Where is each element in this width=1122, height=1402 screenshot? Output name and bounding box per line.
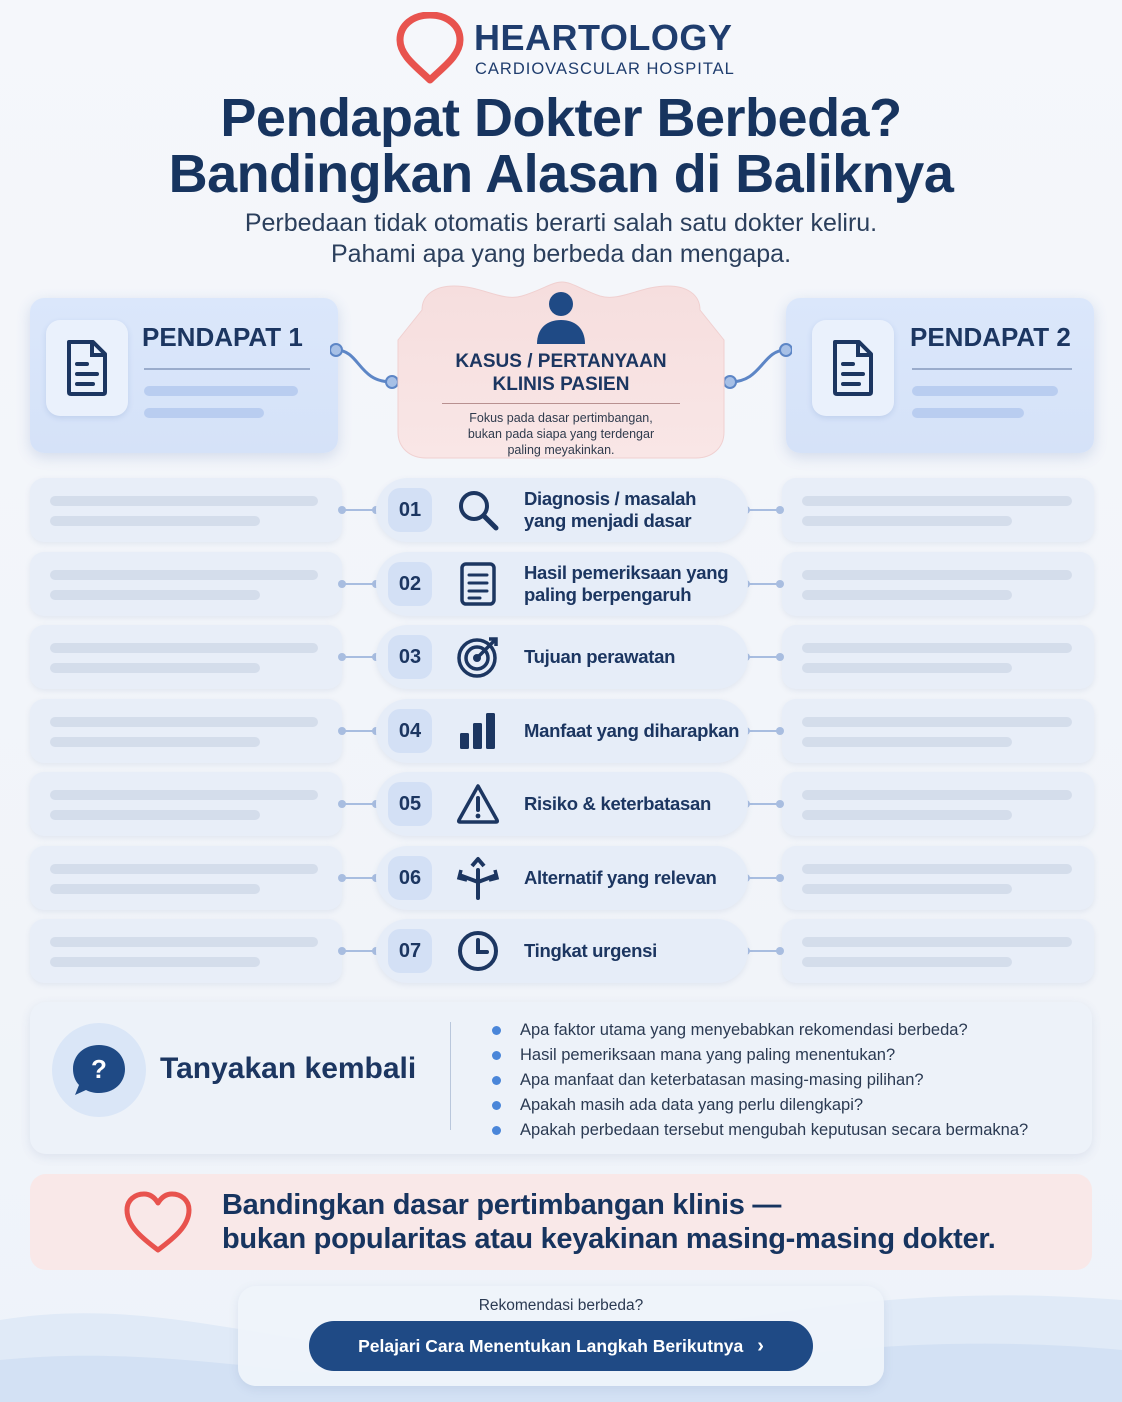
- case-note-line-2: bukan pada siapa yang terdengar: [467, 427, 655, 441]
- case-note: [392, 410, 730, 458]
- document-icon: [46, 320, 128, 416]
- page-subtitle: [0, 208, 1122, 270]
- row-connector: [342, 803, 376, 805]
- opinion-2-row-03: [782, 625, 1094, 689]
- connector-dot: [776, 506, 784, 514]
- placeholder-line: [50, 737, 260, 747]
- criterion-row: [376, 625, 748, 689]
- criterion-label-line-2: paling berpengaruh: [524, 584, 692, 605]
- patient-icon: [535, 290, 587, 346]
- opinion-2-row-06: [782, 846, 1094, 910]
- heart-outline-icon: [122, 1190, 194, 1256]
- row-connector: [746, 803, 780, 805]
- placeholder-line: [50, 643, 318, 653]
- row-connector: [342, 656, 376, 658]
- case-divider: [442, 403, 680, 404]
- case-title-line-2: KLINIS PASIEN: [492, 374, 630, 395]
- placeholder-line: [50, 717, 318, 727]
- criterion-label: [524, 867, 717, 889]
- criterion-label: [524, 793, 711, 815]
- connector-dot: [338, 727, 346, 735]
- placeholder-line: [50, 663, 260, 673]
- location-heart-icon: [396, 12, 464, 84]
- row-connector: [746, 509, 780, 511]
- criterion-label: [524, 488, 696, 532]
- placeholder-line: [50, 810, 260, 820]
- svg-text:?: ?: [91, 1054, 107, 1084]
- list-item: Apakah masih ada data yang perlu dilengkapi?: [492, 1093, 1028, 1118]
- criterion-row: [376, 552, 748, 616]
- criterion-row: [376, 699, 748, 763]
- cta-prompt: Rekomendasi berbeda?: [478, 1297, 644, 1314]
- criterion-row: [376, 919, 748, 983]
- list-item: Apakah perbedaan tersebut mengubah keputusan secara bermakna?: [492, 1118, 1028, 1143]
- opinion-2-row-07: [782, 919, 1094, 983]
- placeholder-line: [802, 790, 1072, 800]
- placeholder-line: [912, 386, 1058, 396]
- split-arrows-icon: [456, 856, 500, 900]
- criterion-label-line-1: Alternatif yang relevan: [524, 867, 717, 888]
- opinion-1-title: PENDAPAT 1: [142, 322, 303, 352]
- criterion-number: 02: [388, 562, 432, 606]
- case-note-line-1: Fokus pada dasar pertimbangan,: [469, 411, 653, 425]
- list-item: Apa manfaat dan keterbatasan masing-masing pilihan?: [492, 1068, 1028, 1093]
- chevron-right-icon: ›: [757, 1335, 764, 1357]
- row-connector: [746, 730, 780, 732]
- key-message-line-1: Bandingkan dasar pertimbangan klinis —: [222, 1189, 782, 1221]
- connector-dot: [338, 506, 346, 514]
- opinion-2-divider: [912, 368, 1072, 370]
- key-message-line-2: bukan popularitas atau keyakinan masing-masing dokter.: [222, 1223, 996, 1255]
- warning-icon: [456, 782, 500, 826]
- placeholder-line: [802, 957, 1012, 967]
- placeholder-line: [802, 810, 1012, 820]
- opinion-1-row-01: [30, 478, 342, 542]
- row-connector: [746, 877, 780, 879]
- criterion-number: 06: [388, 856, 432, 900]
- placeholder-line: [802, 663, 1012, 673]
- case-title: [392, 350, 730, 396]
- question-bubble-icon: [52, 1023, 146, 1117]
- list-item: Hasil pemeriksaan mana yang paling menentukan?: [492, 1043, 1028, 1068]
- opinion-1-connector: [330, 340, 400, 390]
- placeholder-line: [802, 884, 1012, 894]
- opinion-2-connector: [722, 340, 792, 390]
- title-line-2: Bandingkan Alasan di Baliknya: [168, 144, 954, 204]
- opinion-2-card: [786, 298, 1094, 453]
- opinion-2-row-01: [782, 478, 1094, 542]
- row-connector: [342, 730, 376, 732]
- subtitle-line-1: Perbedaan tidak otomatis berarti salah satu dokter keliru.: [244, 209, 878, 237]
- criterion-label-line-1: Risiko & keterbatasan: [524, 793, 712, 814]
- opinion-2-title: PENDAPAT 2: [910, 322, 1071, 352]
- criterion-number: 01: [388, 488, 432, 532]
- row-connector: [746, 950, 780, 952]
- connector-dot: [338, 653, 346, 661]
- case-title-line-1: KASUS / PERTANYAAN: [455, 351, 667, 372]
- placeholder-line: [802, 717, 1072, 727]
- connector-dot: [338, 580, 346, 588]
- criterion-label: [524, 940, 657, 962]
- criterion-number: 07: [388, 929, 432, 973]
- connector-dot: [776, 947, 784, 955]
- placeholder-line: [144, 386, 298, 396]
- opinion-1-row-05: [30, 772, 342, 836]
- placeholder-line: [50, 957, 260, 967]
- placeholder-line: [50, 516, 260, 526]
- row-connector: [746, 656, 780, 658]
- connector-dot: [338, 947, 346, 955]
- cta-button-label: Pelajari Cara Menentukan Langkah Berikutnya: [358, 1336, 744, 1356]
- brand-subtitle: CARDIOVASCULAR HOSPITAL: [475, 60, 735, 78]
- placeholder-line: [50, 496, 318, 506]
- ask-title: Tanyakan kembali: [160, 1052, 417, 1085]
- opinion-1-row-03: [30, 625, 342, 689]
- row-connector: [342, 583, 376, 585]
- page-title: [0, 90, 1122, 202]
- placeholder-line: [802, 937, 1072, 947]
- criterion-number: 05: [388, 782, 432, 826]
- criterion-label: [524, 562, 728, 606]
- row-connector: [342, 509, 376, 511]
- placeholder-line: [802, 570, 1072, 580]
- brand-name: HEARTOLOGY: [474, 17, 733, 58]
- criterion-label-line-1: Diagnosis / masalah: [524, 488, 697, 509]
- opinion-1-divider: [144, 368, 310, 370]
- opinion-1-row-07: [30, 919, 342, 983]
- connector-dot: [338, 874, 346, 882]
- subtitle-line-2: Pahami apa yang berbeda dan mengapa.: [330, 240, 792, 268]
- criterion-label-line-1: Manfaat yang diharapkan: [524, 720, 740, 741]
- opinion-1-row-02: [30, 552, 342, 616]
- opinion-1-row-06: [30, 846, 342, 910]
- learn-next-steps-button[interactable]: [309, 1321, 813, 1371]
- row-connector: [342, 877, 376, 879]
- row-connector: [342, 950, 376, 952]
- criterion-label-line-2: yang menjadi dasar: [524, 510, 692, 531]
- placeholder-line: [802, 864, 1072, 874]
- placeholder-line: [50, 864, 318, 874]
- placeholder-line: [802, 643, 1072, 653]
- placeholder-line: [50, 590, 260, 600]
- search-icon: [456, 488, 500, 532]
- criterion-number: 04: [388, 709, 432, 753]
- placeholder-line: [144, 408, 264, 418]
- placeholder-line: [802, 737, 1012, 747]
- criterion-label: [524, 720, 739, 742]
- placeholder-line: [912, 408, 1024, 418]
- connector-dot: [776, 874, 784, 882]
- criterion-row: [376, 478, 748, 542]
- placeholder-line: [50, 937, 318, 947]
- criterion-label-line-1: Tingkat urgensi: [524, 940, 657, 961]
- clock-icon: [456, 929, 500, 973]
- opinion-1-row-04: [30, 699, 342, 763]
- connector-dot: [776, 653, 784, 661]
- opinion-2-row-02: [782, 552, 1094, 616]
- title-line-1: Pendapat Dokter Berbeda?: [220, 88, 902, 148]
- placeholder-line: [50, 790, 318, 800]
- connector-dot: [338, 800, 346, 808]
- report-icon: [456, 562, 500, 606]
- placeholder-line: [802, 590, 1012, 600]
- criterion-row: [376, 772, 748, 836]
- opinion-2-row-05: [782, 772, 1094, 836]
- row-connector: [746, 583, 780, 585]
- criterion-label: [524, 646, 675, 668]
- key-message: [222, 1188, 995, 1256]
- ask-divider: [450, 1022, 451, 1130]
- criterion-label-line-1: Tujuan perawatan: [524, 646, 676, 667]
- connector-dot: [776, 580, 784, 588]
- criterion-row: [376, 846, 748, 910]
- target-icon: [456, 635, 500, 679]
- placeholder-line: [50, 570, 318, 580]
- placeholder-line: [802, 516, 1012, 526]
- list-item: Apa faktor utama yang menyebabkan rekomendasi berbeda?: [492, 1018, 1028, 1043]
- connector-dot: [776, 727, 784, 735]
- case-note-line-3: paling meyakinkan.: [507, 443, 615, 457]
- connector-dot: [776, 800, 784, 808]
- placeholder-line: [50, 884, 260, 894]
- document-icon: [812, 320, 894, 416]
- opinion-2-row-04: [782, 699, 1094, 763]
- criterion-label-line-1: Hasil pemeriksaan yang: [524, 562, 729, 583]
- question-list: [492, 1018, 1028, 1143]
- placeholder-line: [802, 496, 1072, 506]
- opinion-1-card: [30, 298, 338, 453]
- criterion-number: 03: [388, 635, 432, 679]
- bar-chart-icon: [456, 709, 500, 753]
